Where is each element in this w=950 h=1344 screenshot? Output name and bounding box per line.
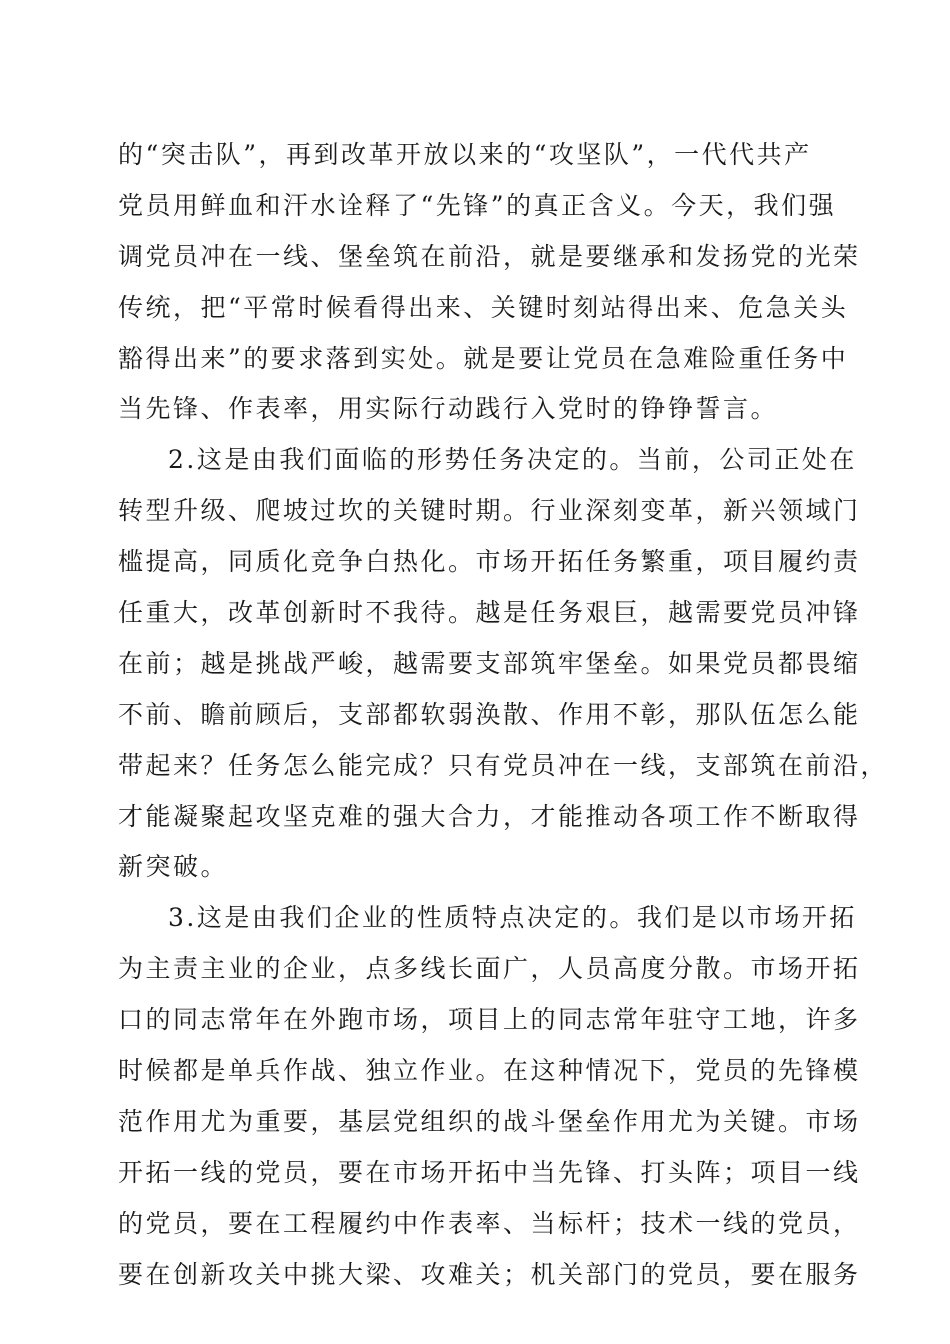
text-line: 任重大，改革创新时不我待。越是任务艰巨，越需要党员冲锋: [118, 598, 861, 628]
text-line: 调党员冲在一线、堡垒筑在前沿，就是要继承和发扬党的光荣: [118, 241, 861, 271]
text-line: 要在创新攻关中挑大梁、攻难关；机关部门的党员，要在服务: [118, 1259, 861, 1289]
text-line: 党员用鲜血和汗水诠释了“先锋”的真正含义。今天，我们强: [118, 190, 837, 220]
text-line: 范作用尤为重要，基层党组织的战斗堡垒作用尤为关键。市场: [118, 1106, 861, 1136]
text-line: 传统，把“平常时候看得出来、关键时刻站得出来、危急关头: [118, 292, 849, 322]
text-line: 豁得出来”的要求落到实处。就是要让党员在急难险重任务中: [118, 343, 849, 373]
document-body: [118, 130, 889, 1300]
text-line: 口的同志常年在外跑市场，项目上的同志常年驻守工地，许多: [118, 1005, 861, 1035]
text-line: 带起来？任务怎么能完成？只有党员冲在一线，支部筑在前沿，: [118, 750, 889, 780]
paragraph-2-first-line: 2.这是由我们面临的形势任务决定的。当前，公司正处在: [168, 445, 857, 475]
text-line: 当先锋、作表率，用实际行动践行入党时的铮铮誓言。: [118, 394, 779, 424]
text-line: 的“突击队”，再到改革开放以来的“攻坚队”，一代代共产: [118, 140, 812, 169]
text-line: 转型升级、爬坡过坎的关键时期。行业深刻变革，新兴领域门: [118, 496, 861, 526]
text-line: 槛提高，同质化竞争白热化。市场开拓任务繁重，项目履约责: [118, 547, 861, 577]
text-line: 在前；越是挑战严峻，越需要支部筑牢堡垒。如果党员都畏缩: [118, 648, 861, 678]
text-line: 才能凝聚起攻坚克难的强大合力，才能推动各项工作不断取得: [118, 801, 861, 831]
paragraph-3-first-line: 3.这是由我们企业的性质特点决定的。我们是以市场开拓: [168, 903, 857, 933]
text-line: 不前、瞻前顾后，支部都软弱涣散、作用不彰，那队伍怎么能: [118, 699, 861, 729]
text-line: 为主责主业的企业，点多线长面广，人员高度分散。市场开拓: [118, 954, 861, 984]
text-line: 开拓一线的党员，要在市场开拓中当先锋、打头阵；项目一线: [118, 1157, 861, 1187]
text-line: 新突破。: [118, 852, 229, 882]
text-line: 时候都是单兵作战、独立作业。在这种情况下，党员的先锋模: [118, 1056, 861, 1086]
text-line: 的党员，要在工程履约中作表率、当标杆；技术一线的党员，: [118, 1208, 861, 1238]
